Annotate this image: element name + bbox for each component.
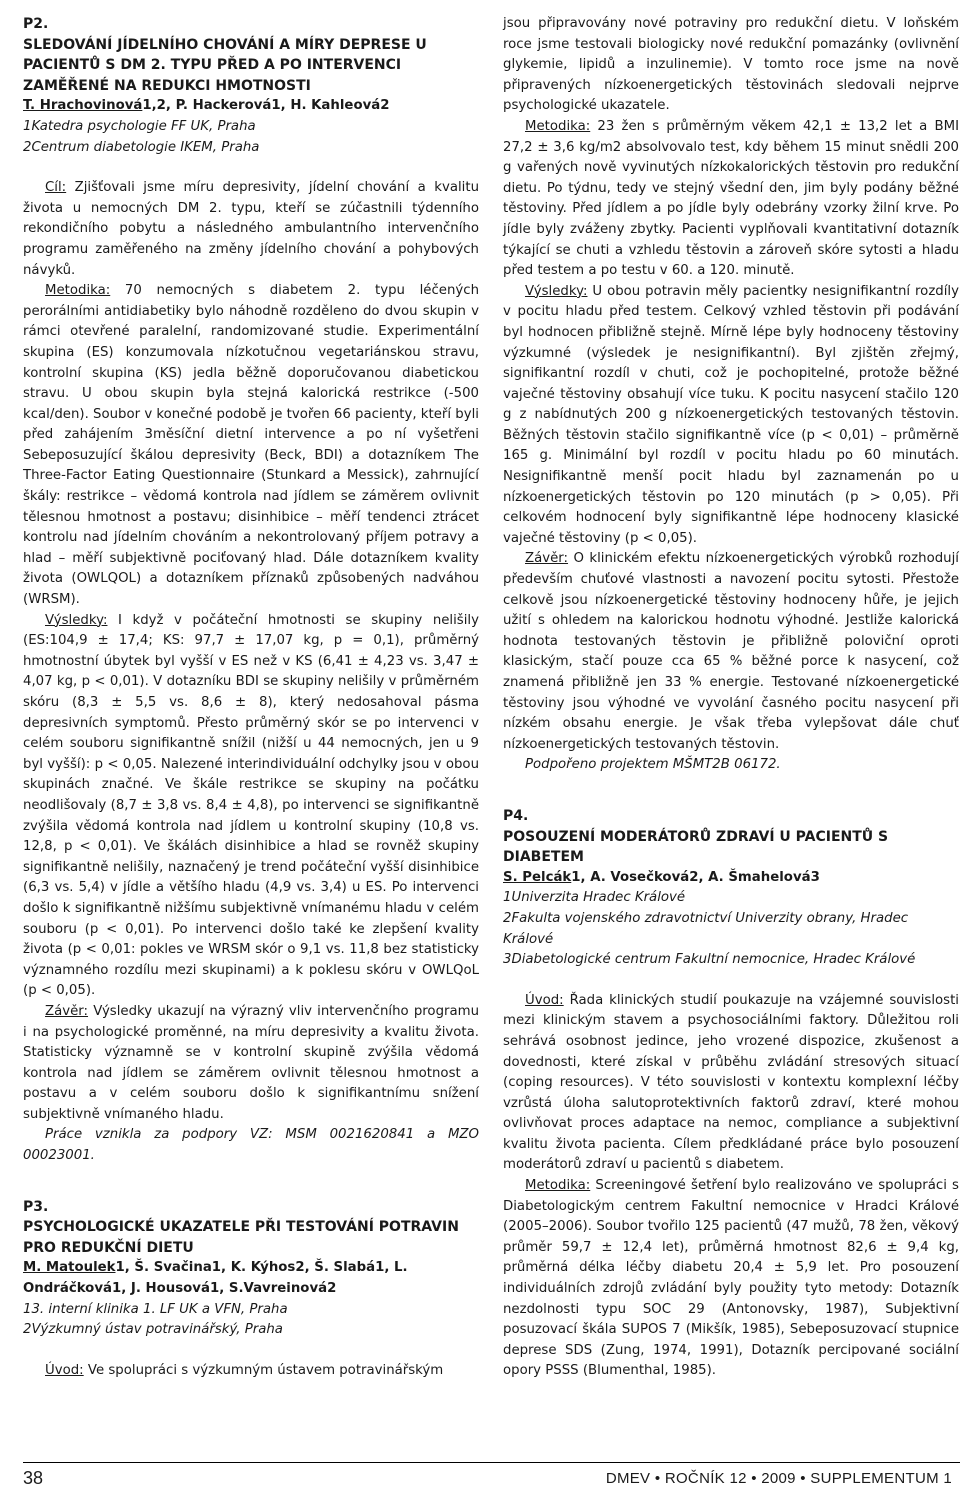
section-text: Ve spolupráci s výzkumným ústavem potravinářským — [83, 1362, 444, 1378]
abstract-code: P3. — [23, 1198, 49, 1215]
section-label: Metodika: — [45, 283, 111, 299]
funding-note: Práce vznikla za podpory VZ: MSM 0021620841 a MZO 00023001. — [23, 1127, 479, 1164]
affiliation: 1Katedra psychologie FF UK, Praha — [23, 118, 256, 134]
spacer — [503, 971, 959, 991]
affiliation: 3Diabetologické centrum Fakultní nemocnice, Hradec Králové — [503, 952, 916, 968]
paragraph-conclusion — [23, 1002, 479, 1126]
page-number: 38 — [23, 1468, 44, 1488]
section-text: U obou potravin měly pacientky nesignifikantní rozdíly v pocitu hladu před testem. Celkový vzhled těstovin při podávání byl hodnocen přibližně stejně. Mírně lépe byly hodnoceny těstoviny výzkumné (výsledek je nesignifikantní). Byl zjištěn zřejmý, signifikantní rozdíl v chuti, což je pochopitelné, protože běžné vaječné těstoviny obsahují více tuku. K pocitu nasycení stačilo 120 g z nabídnutých 200 g nízkoenergetických testovaných těstovin. Běžných těstovin stačilo signifikantně více (p < 0,01) – průměrně 165 g. Minimální byl rozdíl v pocitu hladu po 60 minutách. Nesignifikantně menší pocit hladu byl zaznamenán po u nízkoenergetických těstovin po 120 minutách (p > 0,05). Při celkovém hodnocení byly signifikantně lépe hodnoceny klasické vaječné těstoviny (p < 0,05). — [503, 283, 959, 546]
spacer — [23, 1341, 479, 1361]
section-text: O klinickém efektu nízkoenergetických výrobků rozhodují především chuťové vlastnosti a navození pocitu sytosti. Přestože celkově jsou nízkoenergetické těstoviny hodnoceny hůře, je jejich užití s ohledem na kalorickou hodnotu výhodné. Jestliže kalorická hodnota testovaných těstovin je přibližně poloviční oproti klasickým, stačí pouze cca 65 % běžné porce k nasycení, což znamená přibližně jen 33 % energie. Testované nízkoenergetické těstoviny jsou výhodné ve vyvolání časného pocitu nasycení při nízkém obsahu energie. Je však třeba vylepšovat dále chuť nízkoenergetických testovaných těstovin. — [503, 551, 959, 752]
section-text: I když v počáteční hmotnosti se skupiny nelišily (ES:104,9 ± 17,4; KS: 97,7 ± 17,07 kg, p = 0,1), průměrný hmotnostní úbytek byl vyšší v ES než v KS (6,41 ± 4,23 vs. 3,47 ± 4,07 kg, p < 0,01). V dotazníku BDI se skupiny nelišily v průměrném skóru (8,3 ± 5,5 vs. 8,6 ± 8), který nedosahoval pásma depresivních symptomů. Přesto průměrný skór se po intervenci v celém souboru signifikantně snížil (nižší u 44 nemocných, jen u 9 byl vyšší): p < 0,05. Nalezené interindividuální odchylky jsou v obou skupinách značné. Ve škále restrikce se skupiny na počátku neodlišovaly (8,7 ± 3,8 vs. 8,4 ± 4,8), po intervenci se signifikantně zvýšila vědomá kontrola nad jídlem u kontrolní skupiny (10,8 vs. 12,8, p < 0,01). Ve škálách disinhibice a hlad se rovněž skupiny signifikantně nelišily, naznačený je trend počáteční vyšší disinhibice (6,3 vs. 5,4) v jídle a většího hladu (4,9 vs. 3,4) u ES. Po intervenci došlo k signifikantně nižšímu subjektivně vnímanému hladu v celém souboru (p < 0,01). Po intervenci došlo také ke zlepšení kvality života (p < 0,01: pokles ve WRSM skór o 9,1 vs. 11,8 bez statisticky významného rozdílu mezi skupinami) a k poklesu skóru v OWLQoL (p < 0,05). — [23, 612, 479, 999]
abstract-authors — [23, 96, 479, 117]
abstract-code: P2. — [23, 16, 49, 32]
section-label: Úvod: — [525, 992, 564, 1008]
section-text: Řada klinických studií poukazuje na vzájemné souvislosti mezi klinickým stavem a psychosociálními faktory. Důležitou roli sehrává osobnost jedince, jeho vrozené dispozice, zkušenost a dovednosti, které získal v průběhu zvládání stresových situací (coping resources). V této souvislosti v kontextu komplexní léčby vzrůstá úloha salutoprotektivních faktorů zdraví, které mohou ovlivňovat proces adaptace na nemoc, compliance a subjektivní kvalitu života pacienta. Cílem předkládané práce bylo posouzení moderátorů zdraví u pacientů s diabetem. — [503, 992, 959, 1173]
authors-rest: 1, Š. Svačina1, K. Kýhos2, Š. Slabá1, L. Ondráčková1, J. Housová1, S.Vavreinová2 — [23, 1260, 408, 1297]
paragraph-results — [503, 282, 959, 550]
paragraph-methods — [503, 1176, 959, 1382]
left-column — [23, 14, 479, 1411]
section-text: Výsledky ukazují na výrazný vliv intervenčního programu i na psychologické proměnné, na míru depresivity a kvalitu života. Statisticky významně se v kontrolní skupině zvýšila vědomá kontrola nad jídlem se záměrem ovlivnit tělesnou hmotnost a postavu a v celém souboru došlo k signifikantnímu snížení subjektivně vnímaného hladu. — [23, 1003, 479, 1122]
page-footer — [0, 1452, 960, 1492]
abstract-p4 — [503, 806, 959, 1382]
section-text: Screeningové šetření bylo realizováno ve spolupráci s Diabetologickým centrem Fakultní nemocnice v Hradci Králové (2005–2006). Soubor tvořilo 125 pacientů (47 mužů, 78 žen, věkový průměr 59,7 ± 12,4 let), průměrná hmotnost 82,6 ± 9,4 kg, průměrná délka léčby diabetu 20,4 ± 5,9 let. Pro posouzení individuálních zdrojů zvládání byly použity tyto metody: Dotazník nezdolnosti typu SOC 29 (Antonovsky, 1987), Subjektivní posuzovací škála SUPOS 7 (Mikšík, 1985), Sebeposuzovací stupnice deprese SDS (Zung, 1974, 1991), Dotazník percipované sociální opory PSSS (Blumenthal, 1985). — [503, 1178, 959, 1379]
authors-rest: 1,2, P. Hackerová1, H. Kahleová2 — [142, 98, 390, 114]
affiliation: 1Univerzita Hradec Králové — [503, 890, 686, 906]
abstract-authors — [503, 868, 959, 889]
first-author: S. Pelcák — [503, 869, 572, 885]
section-label: Výsledky: — [45, 612, 108, 628]
abstract-p2 — [23, 14, 479, 1167]
section-label: Závěr: — [525, 551, 569, 567]
abstract-title: PSYCHOLOGICKÉ UKAZATELE PŘI TESTOVÁNÍ POTRAVIN PRO REDUKČNÍ DIETU — [23, 1219, 459, 1256]
section-text: 70 nemocných s diabetem 2. typu léčených perorálními antidiabetiky bylo náhodně rozděleno do dvou skupin v rámci otevřené paralelní, randomizované studie. Experimentální skupina (ES) konzumovala nízkotučnou vegetariánskou stravu, kontrolní skupina (KS) jedla běžně doporučovanou diabetickou stravu. U obou skupin byla stejná kalorická restrikce (-500 kcal/den). Soubor v konečné podobě je tvořen 66 pacienty, kteří byli před zahájením 3měsíční dietní intervence a po ní vyšetřeni Sebeposuzující škálou depresivity (Beck, BDI) a dotazníkem The Three-Factor Eating Questionnaire (Stunkard a Messick), zahrnující škály: restrikce – vědomá kontrola nad jídlem se záměrem ovlivnit tělesnou hmotnost a postavu; disinhibice – měří tendenci ztrácet kontrolu nad jídelním chováním a nekontrolovaný příjem potravy a hlad – měří subjektivně pociťovaný hlad. Dále dotazníkem kvality života (OWLQOL) a dotazníkem příznaků způsobených nadváhou (WRSM). — [23, 283, 479, 608]
footer-rule — [23, 1462, 960, 1463]
section-text: 23 žen s průměrným věkem 42,1 ± 13,2 let a BMI 27,2 ± 3,6 kg/m2 absolvovalo test, kdy během 15 minut snědli 200 g vařených nově vyvinutých nízkokalorických těstovin pro redukční dietu. Po týdnu, tedy ve stejný všední den, jim byly podány běžné těstoviny. Před jídlem a po jídle byly odebrány vzorky žilní krve. Po jídle byly zváženy zbytky. Pacienti vyplňovali kvantitativní dotazník týkající se chuti a vzhledu těstovin a zároveň skóre sytosti a hladu před testem a po testu v 60. a 120. minutě. — [503, 118, 959, 279]
affiliation: 2Výzkumný ústav potravinářský, Praha — [23, 1322, 283, 1338]
paragraph-methods — [23, 281, 479, 611]
affiliation: 2Fakulta vojenského zdravotnictví Univerzity obrany, Hradec Králové — [503, 910, 909, 947]
abstract-authors — [23, 1258, 479, 1299]
paragraph-aim — [23, 178, 479, 281]
right-column — [503, 14, 959, 1412]
paragraph-conclusion — [503, 549, 959, 755]
authors-rest: 1, A. Vosečková2, A. Šmahelová3 — [571, 869, 820, 885]
section-label: Cíl: — [45, 180, 67, 196]
first-author: M. Matoulek — [23, 1260, 116, 1276]
abstract-code: P4. — [503, 807, 529, 824]
section-label: Závěr: — [45, 1003, 89, 1019]
section-text: Zjišťovali jsme míru depresivity, jídelní chování a kvalitu života u nemocných DM 2. typu, kteří se zúčastnili týdenního rekondičního pobytu a následného ambulantního intervenčního programu zaměřeného na změny jídelního chování a pohybových návyků. — [23, 180, 479, 278]
affiliation: 13. interní klinika 1. LF UK a VFN, Praha — [23, 1301, 288, 1317]
paragraph-results — [23, 611, 479, 1002]
section-label: Výsledky: — [525, 283, 588, 299]
journal-info: DMEV • ROČNÍK 12 • 2009 • SUPPLEMENTUM 1 — [605, 1470, 952, 1487]
first-author: T. Hrachovinová — [23, 98, 143, 114]
abstract-p3-continued — [503, 14, 959, 776]
paragraph-intro — [503, 991, 959, 1176]
spacer — [23, 158, 479, 178]
funding-note: Podpořeno projektem MŠMT2B 06172. — [525, 757, 781, 773]
abstract-title: SLEDOVÁNÍ JÍDELNÍHO CHOVÁNÍ A MÍRY DEPRESE U PACIENTŮ S DM 2. TYPU PŘED A PO INTERVENCI ZAMĚŘENÉ NA REDUKCI HMOTNOSTI — [23, 36, 427, 94]
abstract-title: POSOUZENÍ MODERÁTORŮ ZDRAVÍ U PACIENTŮ S DIABETEM — [503, 828, 889, 866]
affiliation: 2Centrum diabetologie IKEM, Praha — [23, 139, 260, 155]
abstract-p3 — [23, 1197, 479, 1382]
section-label: Metodika: — [525, 1178, 591, 1194]
section-label: Metodika: — [525, 118, 591, 134]
paragraph-methods — [503, 117, 959, 282]
paragraph-intro-continued: jsou připravovány nové potraviny pro redukční dietu. V loňském roce jsme testovali biologicky nové redukční pomazánky (ovlivnění glykemie, lipidů a inzulinemie). V tomto roce jsme na nově připravených nízkoenergetických těstovinách sledovali nejprve psychologické ukazatele. — [503, 16, 959, 114]
section-label: Úvod: — [45, 1362, 84, 1378]
paragraph-intro — [23, 1361, 479, 1382]
